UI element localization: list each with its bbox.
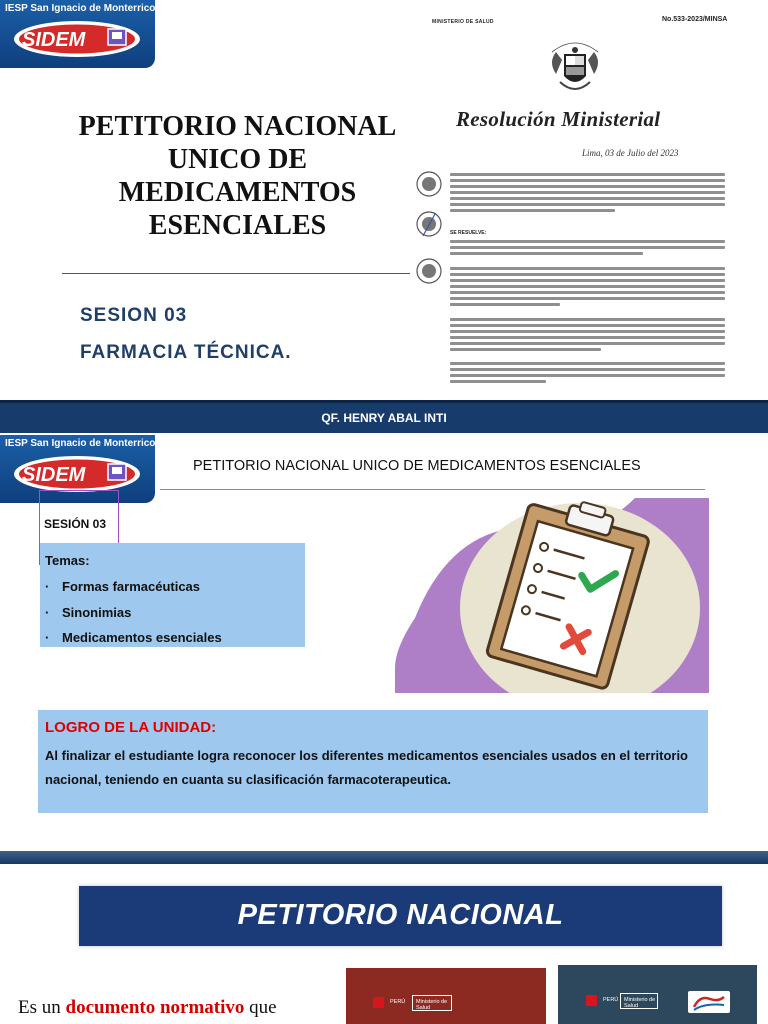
document-heading: Resolución Ministerial (456, 107, 661, 131)
resolution-document-image (410, 5, 740, 397)
topic-label: Sinonimias (62, 604, 132, 620)
ministry-label-box (412, 995, 452, 1011)
sidem-logo-oval (12, 19, 142, 59)
document-paragraph (450, 267, 725, 309)
seal-stamp-icon (415, 170, 443, 198)
country-label: PERÚ (603, 997, 619, 1003)
peru-coat-of-arms-icon (542, 30, 608, 102)
paragraph-text: Es un (18, 997, 61, 1018)
paragraph-text: que (249, 997, 277, 1018)
country-label: PERÚ (390, 999, 406, 1005)
presentation-title: PETITORIO NACIONAL UNICO DE MEDICAMENTOS ESENCIALES (78, 111, 397, 242)
presenter-footer-bar (0, 400, 768, 433)
topics-box (40, 543, 305, 647)
title-divider (62, 273, 410, 274)
list-item: · Formas farmacéuticas (45, 579, 201, 594)
document-resolves: SE RESUELVE: (450, 230, 487, 236)
peru-flag-icon (586, 995, 597, 1006)
definition-paragraph (18, 997, 277, 1019)
goal-text: Al finalizar el estudiante logra reconocer los diferentes medicamentos esenciales usados en el territorio nacional, teniendo en cuanta su clasificación farmacoterapeutica. (45, 748, 688, 787)
peru-flag-icon (373, 997, 384, 1008)
banner-title: PETITORIO NACIONAL (237, 899, 564, 931)
top-bar (0, 851, 768, 864)
definition-slide (0, 851, 768, 1024)
ministry-image-right (558, 965, 757, 1024)
goal-title: LOGRO DE LA UNIDAD: (45, 719, 217, 736)
clipboard-illustration (395, 498, 709, 693)
ministry-label: Ministerio de Salud (624, 997, 656, 1009)
institution-logo (0, 0, 155, 68)
document-date: Lima, 03 de Julio del 2023 (582, 148, 679, 158)
session-label: SESIÓN 03 (44, 517, 107, 531)
list-item: · Medicamentos esenciales (45, 630, 222, 645)
session-label: SESION 03 (80, 305, 188, 326)
topic-label: Medicamentos esenciales (62, 630, 222, 645)
list-item: · Sinonimias (45, 604, 132, 620)
brand-text: SIDEM (22, 464, 86, 486)
document-number: No.533-2023/MINSA (662, 16, 728, 23)
topics-title: Temas: (45, 553, 90, 568)
slide-header: PETITORIO NACIONAL UNICO DE MEDICAMENTOS ESENCIALES (193, 458, 641, 474)
unit-goal-box (38, 710, 708, 813)
topics-list (45, 579, 222, 656)
title-banner (79, 886, 722, 946)
document-paragraph (450, 318, 725, 354)
course-label: FARMACIA TÉCNICA. (80, 342, 292, 363)
presenter-name: QF. HENRY ABAL INTI (321, 411, 447, 425)
seal-stamp-icon (415, 210, 443, 238)
document-paragraph (450, 240, 725, 258)
header-divider (160, 489, 705, 490)
ministry-image-left (346, 968, 546, 1024)
institution-name: IESP San Ignacio de Monterrico (5, 438, 156, 449)
document-ministry: MINISTERIO DE SALUD (432, 19, 494, 25)
paragraph-highlight: documento normativo (65, 997, 245, 1018)
seal-stamp-icon (415, 257, 443, 285)
ministry-label: Ministerio de Salud (416, 999, 448, 1011)
sidem-logo-oval (12, 454, 142, 494)
ministry-emblem-icon (688, 991, 730, 1013)
institution-name: IESP San Ignacio de Monterrico (5, 3, 156, 14)
document-paragraph (450, 362, 725, 386)
document-paragraph (450, 173, 725, 215)
ministry-label-box (620, 993, 658, 1009)
topic-label: Formas farmacéuticas (62, 579, 201, 594)
brand-text: SIDEM (22, 29, 86, 51)
title-slide (0, 0, 768, 435)
objectives-slide (0, 435, 768, 851)
